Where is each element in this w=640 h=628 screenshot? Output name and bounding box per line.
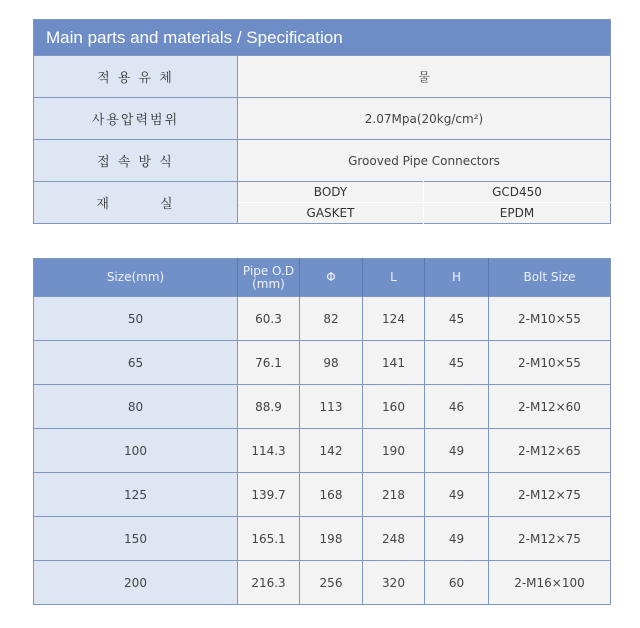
cell-pipe-od: 114.3 xyxy=(238,429,300,473)
cell-pipe-od: 216.3 xyxy=(238,561,300,605)
cell-l: 190 xyxy=(363,429,425,473)
spec-value-fluid: 물 xyxy=(238,56,611,98)
material-value-body: GCD450 xyxy=(424,182,611,203)
spec-table xyxy=(33,19,611,224)
cell-phi: 168 xyxy=(300,473,363,517)
cell-phi: 142 xyxy=(300,429,363,473)
cell-l: 218 xyxy=(363,473,425,517)
cell-size: 200 xyxy=(34,561,238,605)
spec-label-fluid: 적 용 유 체 xyxy=(34,56,238,98)
cell-size: 150 xyxy=(34,517,238,561)
cell-l: 160 xyxy=(363,385,425,429)
cell-phi: 113 xyxy=(300,385,363,429)
cell-h: 46 xyxy=(425,385,489,429)
cell-l: 320 xyxy=(363,561,425,605)
cell-bolt-size: 2-M16×100 xyxy=(489,561,611,605)
cell-size: 65 xyxy=(34,341,238,385)
cell-pipe-od: 139.7 xyxy=(238,473,300,517)
cell-bolt-size: 2-M12×75 xyxy=(489,473,611,517)
table-row xyxy=(34,297,611,341)
header-size: Size(mm) xyxy=(34,259,238,297)
table-row xyxy=(34,561,611,605)
spec-label-material: 재 실 xyxy=(34,182,238,224)
cell-pipe-od: 76.1 xyxy=(238,341,300,385)
table-row xyxy=(34,429,611,473)
cell-phi: 98 xyxy=(300,341,363,385)
cell-phi: 256 xyxy=(300,561,363,605)
table-row xyxy=(34,473,611,517)
cell-size: 80 xyxy=(34,385,238,429)
cell-bolt-size: 2-M10×55 xyxy=(489,297,611,341)
header-l: L xyxy=(363,259,425,297)
cell-h: 45 xyxy=(425,297,489,341)
cell-bolt-size: 2-M10×55 xyxy=(489,341,611,385)
material-part-gasket: GASKET xyxy=(238,203,424,224)
cell-h: 49 xyxy=(425,517,489,561)
table-row xyxy=(34,341,611,385)
cell-bolt-size: 2-M12×75 xyxy=(489,517,611,561)
dimension-header-row xyxy=(34,259,611,297)
cell-pipe-od: 60.3 xyxy=(238,297,300,341)
spec-label-pressure: 사용압력범위 xyxy=(34,98,238,140)
cell-bolt-size: 2-M12×65 xyxy=(489,429,611,473)
header-phi: Φ xyxy=(300,259,363,297)
cell-bolt-size: 2-M12×60 xyxy=(489,385,611,429)
spec-value-connection: Grooved Pipe Connectors xyxy=(238,140,611,182)
material-value-gasket: EPDM xyxy=(424,203,611,224)
header-bolt-size: Bolt Size xyxy=(489,259,611,297)
cell-l: 141 xyxy=(363,341,425,385)
cell-h: 49 xyxy=(425,473,489,517)
material-part-body: BODY xyxy=(238,182,424,203)
cell-h: 60 xyxy=(425,561,489,605)
spec-title: Main parts and materials / Specification xyxy=(34,20,611,56)
cell-l: 248 xyxy=(363,517,425,561)
cell-phi: 82 xyxy=(300,297,363,341)
cell-pipe-od: 165.1 xyxy=(238,517,300,561)
spec-value-pressure: 2.07Mpa(20kg/cm²) xyxy=(238,98,611,140)
dimension-table xyxy=(33,258,611,605)
cell-size: 125 xyxy=(34,473,238,517)
cell-size: 50 xyxy=(34,297,238,341)
header-pipe-od: Pipe O.D (mm) xyxy=(238,259,300,297)
cell-phi: 198 xyxy=(300,517,363,561)
table-row xyxy=(34,517,611,561)
cell-size: 100 xyxy=(34,429,238,473)
cell-h: 49 xyxy=(425,429,489,473)
spec-label-connection: 접 속 방 식 xyxy=(34,140,238,182)
cell-h: 45 xyxy=(425,341,489,385)
cell-pipe-od: 88.9 xyxy=(238,385,300,429)
cell-l: 124 xyxy=(363,297,425,341)
header-h: H xyxy=(425,259,489,297)
table-row xyxy=(34,385,611,429)
